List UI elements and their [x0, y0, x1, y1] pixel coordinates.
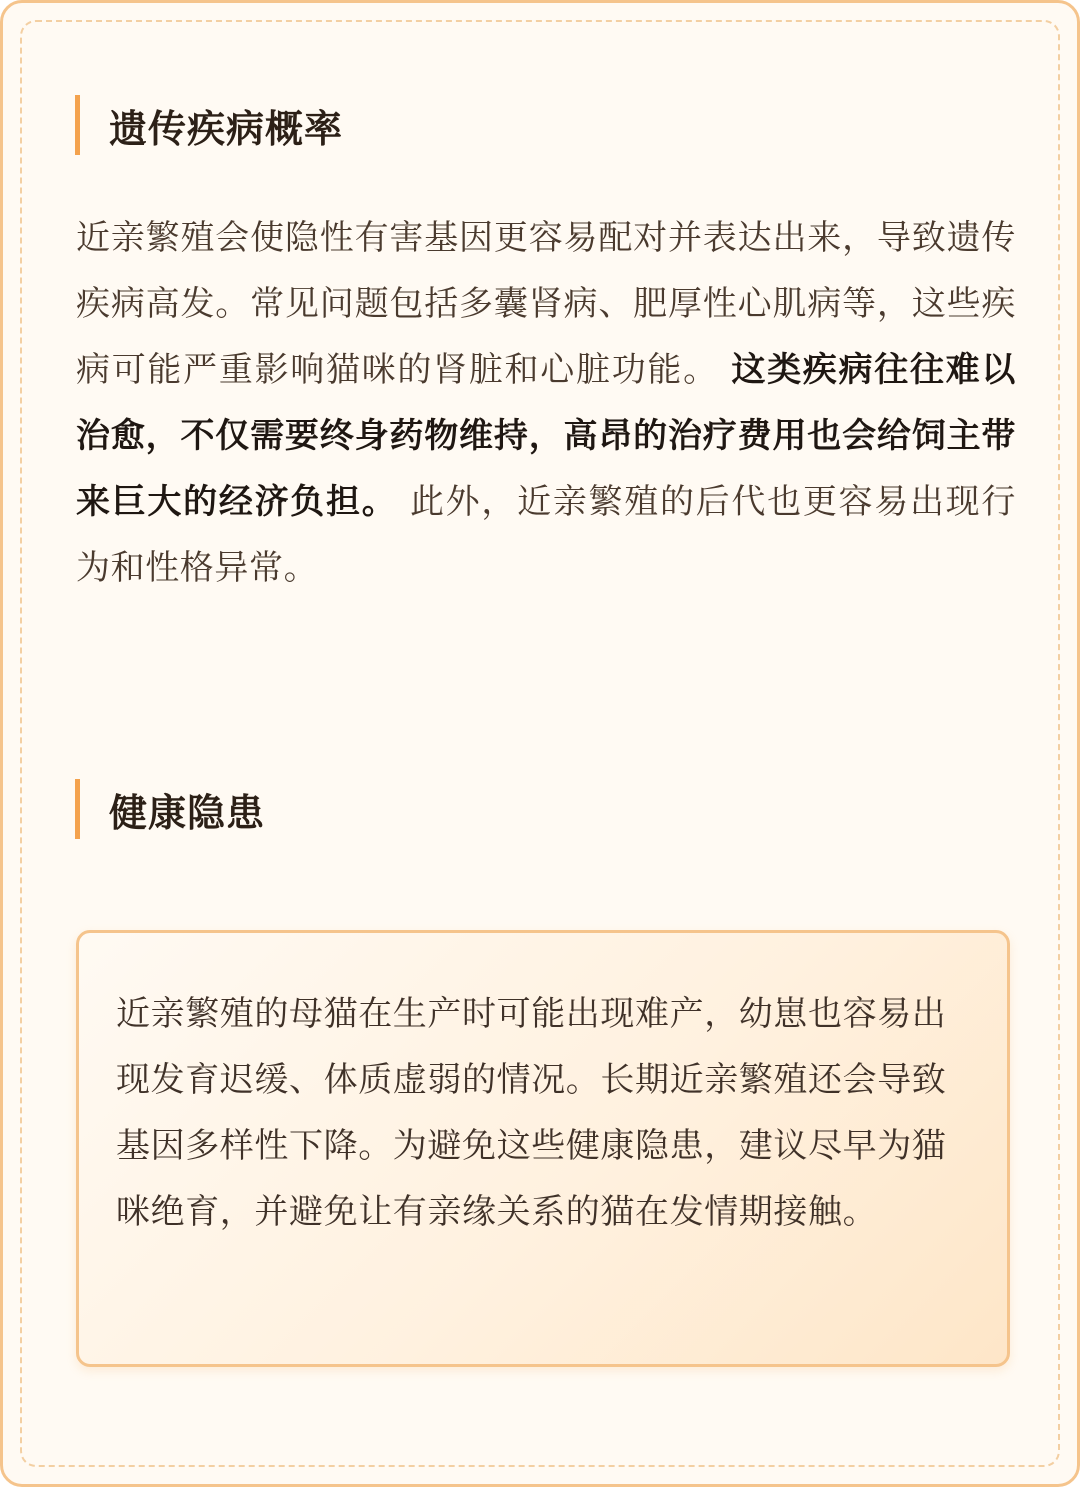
- paragraph-text-part1: 近亲繁殖会使隐性有害基因更容易配对并表达出来，导致遗传疾病高发。常见问题包括多囊肾病、肥厚性心肌病等，这些疾病可能严重影响猫咪的肾脏和心脏功能。: [76, 218, 1016, 390]
- callout-text: 近亲繁殖的母猫在生产时可能出现难产，幼崽也容易出现发育迟缓、体质虚弱的情况。长期近亲繁殖还会导致基因多样性下降。为避免这些健康隐患，建议尽早为猫咪绝育，并避免让有亲缘关系的猫在发情期接触。: [116, 994, 947, 1232]
- paragraph-bold-emphasis: 这类疾病往往难以治愈，不仅需要终身药物维持，高昂的治疗费用也会给饲主带来巨大的经济负担。: [76, 350, 1016, 522]
- paragraph-text-part2: 此外，近亲繁殖的后代也更容易出现行为和性格异常。: [76, 482, 1016, 588]
- heading-health-risks: 健康隐患: [75, 779, 265, 839]
- health-risk-callout: [76, 930, 1010, 1367]
- genetic-disease-paragraph: [76, 205, 1016, 601]
- heading-genetic-disease: 遗传疾病概率: [75, 95, 343, 155]
